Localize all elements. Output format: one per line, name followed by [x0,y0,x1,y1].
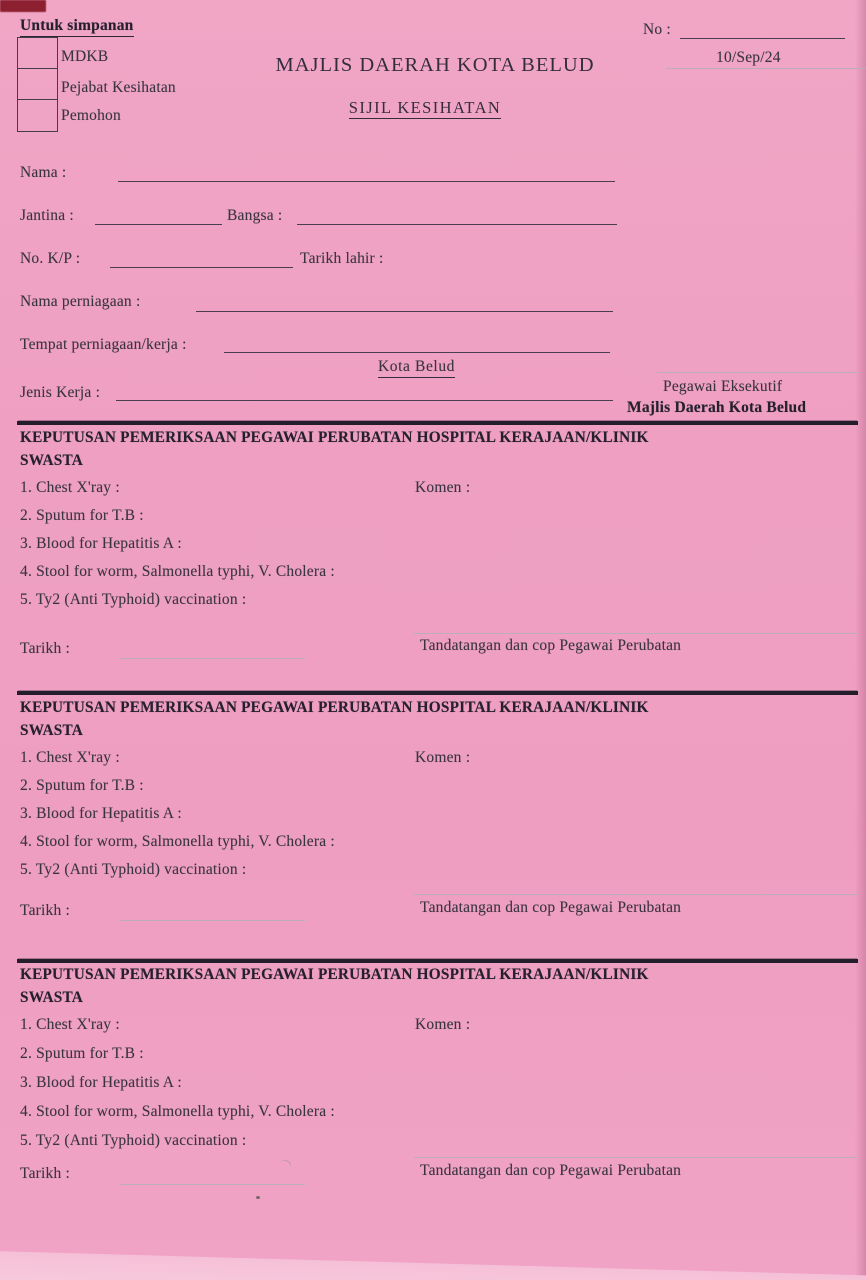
no-line [680,38,845,39]
field-line-nama [118,181,615,182]
tarikh-line [120,920,305,921]
field-label-bangsa: Bangsa : [227,207,283,224]
field-label-jenis-kerja: Jenis Kerja : [20,384,101,401]
ink-speck [256,1196,260,1199]
scan-edge-artifact [0,0,46,12]
section-title-line2: SWASTA [20,452,83,469]
checkbox-mdkb [18,38,57,69]
date-value: 10/Sep/24 [716,49,781,66]
officer-org: Majlis Daerah Kota Belud [627,399,807,416]
date-underline [666,68,866,69]
signature-caption: Tandatangan dan cop Pegawai Perubatan [420,1162,682,1179]
section-divider-1 [17,421,858,425]
section-item-2: 2. Sputum for T.B : [20,777,144,794]
field-label-tempat-perniagaan: Tempat perniagaan/kerja : [20,336,187,353]
section-item-5: 5. Ty2 (Anti Typhoid) vaccination : [20,1132,247,1149]
section-title-line1: KEPUTUSAN PEMERIKSAAN PEGAWAI PERUBATAN HOSPITAL KERAJAAN/KLINIK [20,429,649,446]
checkbox-label-mdkb: MDKB [61,48,109,65]
field-label-tarikh-lahir: Tarikh lahir : [300,250,384,267]
tarikh-line [120,1184,305,1185]
officer-title: Pegawai Eksekutif [663,378,783,395]
paper-bottom-edge [0,1251,866,1280]
komen-label: Komen : [415,1016,471,1033]
section-title-line1: KEPUTUSAN PEMERIKSAAN PEGAWAI PERUBATAN HOSPITAL KERAJAAN/KLINIK [20,699,649,716]
section-title-line1: KEPUTUSAN PEMERIKSAAN PEGAWAI PERUBATAN HOSPITAL KERAJAAN/KLINIK [20,966,649,983]
section-item-5: 5. Ty2 (Anti Typhoid) vaccination : [20,591,247,608]
org-title: MAJLIS DAERAH KOTA BELUD [275,54,595,76]
section-item-1: 1. Chest X'ray : [20,479,120,496]
pencil-mark [278,1158,292,1172]
checkbox-pejabat-kesihatan [18,69,57,100]
section-item-3: 3. Blood for Hepatitis A : [20,535,182,552]
place-name: Kota Belud [378,358,455,378]
signature-line [414,894,858,895]
signature-line [414,633,858,634]
section-item-3: 3. Blood for Hepatitis A : [20,805,182,822]
keep-for-label: Untuk simpanan [20,17,134,37]
field-label-no-kp: No. K/P : [20,250,81,267]
field-line-jenis-kerja [116,400,613,401]
signature-caption: Tandatangan dan cop Pegawai Perubatan [420,899,682,916]
checkbox-label-pemohon: Pemohon [61,107,121,124]
officer-line [657,372,860,373]
section-item-2: 2. Sputum for T.B : [20,1045,144,1062]
section-divider-3 [17,959,858,963]
section-item-4: 4. Stool for worm, Salmonella typhi, V. Cholera : [20,1103,335,1120]
field-label-nama-perniagaan: Nama perniagaan : [20,293,141,310]
section-item-5: 5. Ty2 (Anti Typhoid) vaccination : [20,861,247,878]
komen-label: Komen : [415,749,471,766]
scan-right-edge [855,0,866,1280]
section-title-line2: SWASTA [20,989,83,1006]
tarikh-label: Tarikh : [20,902,71,919]
section-title-line2: SWASTA [20,722,83,739]
section-item-2: 2. Sputum for T.B : [20,507,144,524]
section-item-4: 4. Stool for worm, Salmonella typhi, V. Cholera : [20,563,335,580]
field-label-nama: Nama : [20,164,67,181]
section-item-1: 1. Chest X'ray : [20,1016,120,1033]
section-item-1: 1. Chest X'ray : [20,749,120,766]
signature-line [414,1157,858,1158]
section-item-4: 4. Stool for worm, Salmonella typhi, V. Cholera : [20,833,335,850]
field-line-jantina [95,224,222,225]
field-label-jantina: Jantina : [20,207,74,224]
signature-caption: Tandatangan dan cop Pegawai Perubatan [420,637,682,654]
tarikh-line [120,658,305,659]
tarikh-label: Tarikh : [20,640,71,657]
doc-title-row [170,98,680,118]
field-line-nama-perniagaan [196,311,613,312]
section-divider-2 [17,691,858,695]
tarikh-label: Tarikh : [20,1165,71,1182]
checkbox-label-pejabat-kesihatan: Pejabat Kesihatan [61,79,176,96]
section-item-3: 3. Blood for Hepatitis A : [20,1074,182,1091]
no-label: No : [643,21,671,38]
field-line-no-kp [110,267,293,268]
field-line-tempat-perniagaan [224,352,610,353]
field-line-bangsa [297,224,617,225]
komen-label: Komen : [415,479,471,496]
checkbox-pemohon [18,100,57,131]
checkbox-stack [17,37,58,132]
doc-title: SIJIL KESIHATAN [348,98,502,117]
